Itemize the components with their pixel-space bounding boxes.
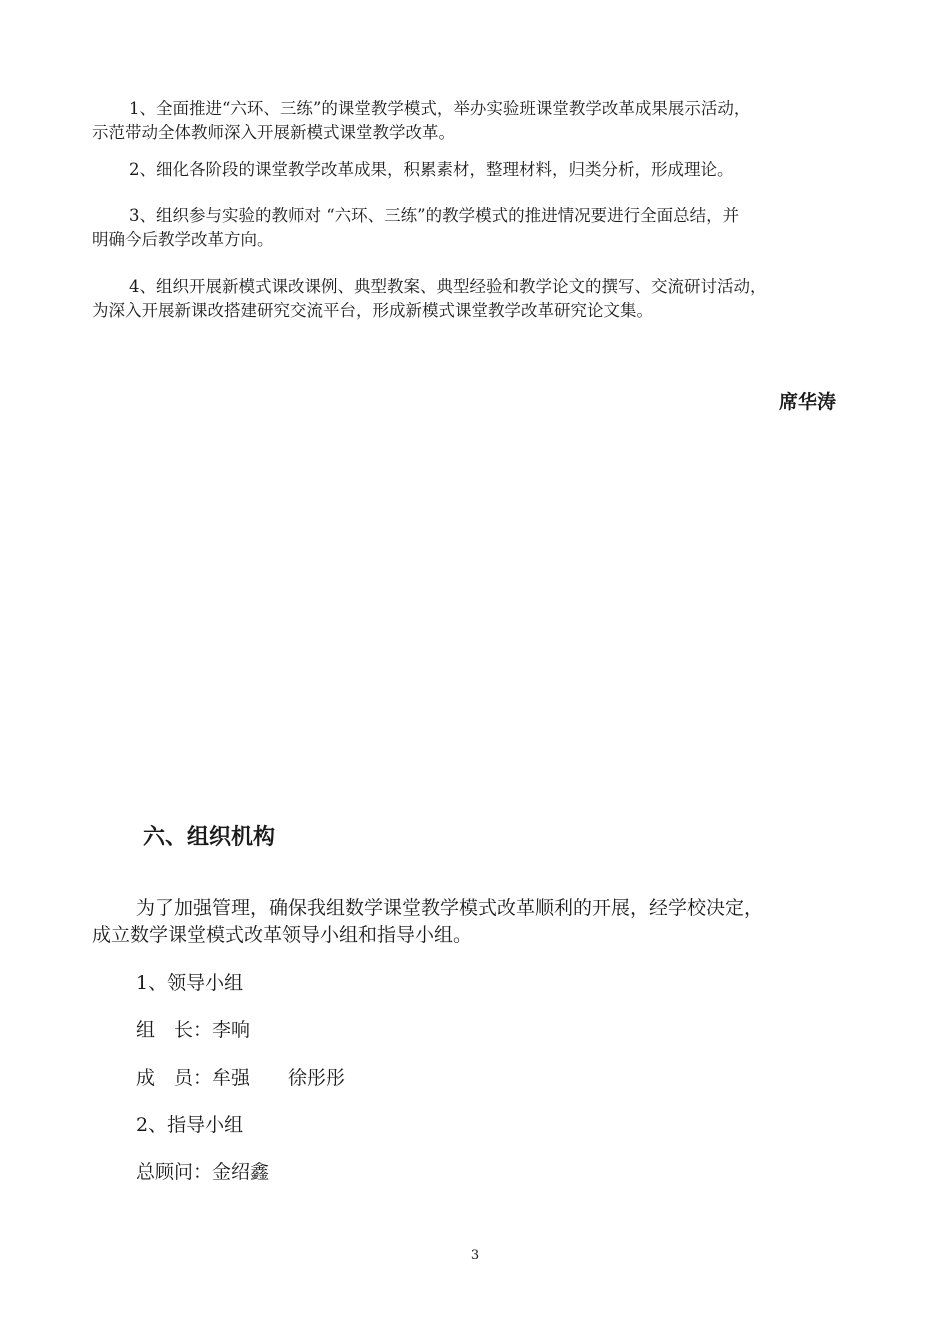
paragraph-item-1 [92, 97, 838, 145]
paragraph-line: 1、全面推进“六环、三练”的课堂教学模式，举办实验班课堂教学改革成果展示活动， [129, 99, 751, 118]
paragraph-line: 成立数学课堂模式改革领导小组和指导小组。 [92, 924, 473, 946]
page-number: 3 [470, 1248, 480, 1263]
paragraph-item-3 [92, 204, 838, 252]
paragraph-line: 明确今后教学改革方向。 [92, 230, 274, 249]
group-leader: 组 长：李响 [136, 1019, 251, 1041]
paragraph-line: 2、细化各阶段的课堂教学改革成果，积累素材，整理材料，归类分析，形成理论。 [129, 160, 734, 179]
chief-advisor: 总顾问：金绍鑫 [136, 1161, 270, 1183]
section-heading: 六、组织机构 [143, 825, 276, 850]
group-members: 成 员：牟强 徐彤彤 [136, 1067, 346, 1089]
author-signature: 席华涛 [778, 391, 836, 413]
paragraph-line: 3、组织参与实验的教师对 “六环、三练”的教学模式的推进情况要进行全面总结，并 [129, 206, 740, 225]
paragraph-line: 示范带动全体教师深入开展新模式课堂教学改革。 [92, 123, 455, 142]
leading-group-title: 1、领导小组 [136, 972, 244, 994]
paragraph-line: 为深入开展新课改搭建研究交流平台，形成新模式课堂教学改革研究论文集。 [92, 301, 653, 320]
intro-paragraph [92, 895, 858, 949]
paragraph-line: 为了加强管理，确保我组数学课堂教学模式改革顺利的开展，经学校决定， [136, 897, 764, 919]
paragraph-item-2 [92, 158, 838, 182]
paragraph-item-4 [92, 275, 838, 323]
guidance-group-title: 2、指导小组 [136, 1114, 244, 1136]
paragraph-line: 4、组织开展新模式课改课例、典型教案、典型经验和教学论文的撰写、交流研讨活动， [129, 277, 767, 296]
